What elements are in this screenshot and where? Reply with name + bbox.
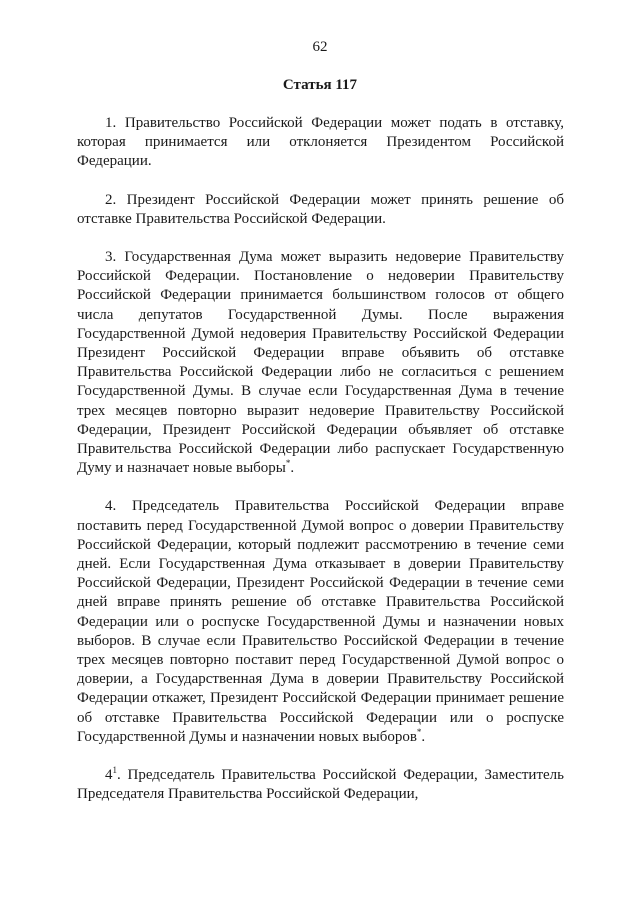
paragraph-number-superscript: 1: [112, 765, 117, 776]
article-body: [77, 114, 564, 805]
paragraph-text: Государственная Дума может выразить недоверие Правительству Российской Федерации. Постановление о недоверии Правительству Российской Федерации принимается большинством голосов от общего числа депутатов Государственной Думы. После выражения Государственной Думой недоверия Правительству Российской Федерации Президент Российской Федерации вправе объявить об отставке Правительства Российской Федерации либо не согласиться с решением Государственной Думы. В случае если Государственная Дума в течение трех месяцев повторно выразит недоверие Правительству Российской Федерации, Президент Российской Федерации объявляет об отставке Правительства Российской Федерации либо распускает Государственную Думу и назначает новые выборы: [77, 249, 565, 477]
paragraph-number: 4.: [105, 498, 117, 515]
paragraph-text: Председатель Правительства Российской Федерации, Заместитель Председателя Правительства Российской Федерации,: [77, 767, 564, 803]
paragraph-text: Председатель Правительства Российской Федерации вправе поставить перед Государственной Думой вопрос о доверии Правительству Российской Федерации, который подлежит рассмотрению в течение семи дней. Если Государственная Дума отказывает в доверии Правительству Российской Федерации, Президент Российской Федерации в течение семи дней вправе принять решение об отставке Правительства Российской Федерации или о роспуске Государственной Думы и назначении новых выборов. В случае если Правительство Российской Федерации в течение трех месяцев повторно поставит перед Государственной Думой вопрос о доверии, а Государственная Дума в доверии Правительству Российской Федерации откажет, Президент Российской Федерации принимает решение об отставке Правительства Российской Федерации или о роспуске Государственной Думы и назначении новых выборов: [77, 498, 564, 745]
paragraph-number: 2.: [105, 191, 117, 208]
paragraph-number: 4: [105, 767, 113, 784]
paragraph-4-1: [77, 766, 564, 804]
paragraph-1: [77, 114, 564, 172]
paragraph-number: 3.: [105, 249, 117, 266]
paragraph-end: .: [290, 460, 295, 477]
paragraph-3: [77, 248, 564, 478]
paragraph-number: 1.: [105, 115, 117, 131]
footnote-mark: *: [285, 458, 291, 469]
paragraph-text: Правительство Российской Федерации может подать в отставку, которая принимается или отклоняется Президентом Российской Федерации.: [77, 115, 565, 170]
article-title: Статья 117: [282, 77, 358, 93]
paragraph-text: Президент Российской Федерации может принять решение об отставке Правительства Российской Федерации.: [77, 191, 564, 227]
footnote-mark: *: [416, 726, 422, 737]
paragraph-4: [77, 497, 564, 747]
paragraph-end: .: [421, 728, 426, 745]
page-number: 62: [312, 39, 328, 55]
paragraph-number-dot: .: [117, 767, 121, 784]
paragraph-2: [77, 191, 564, 229]
